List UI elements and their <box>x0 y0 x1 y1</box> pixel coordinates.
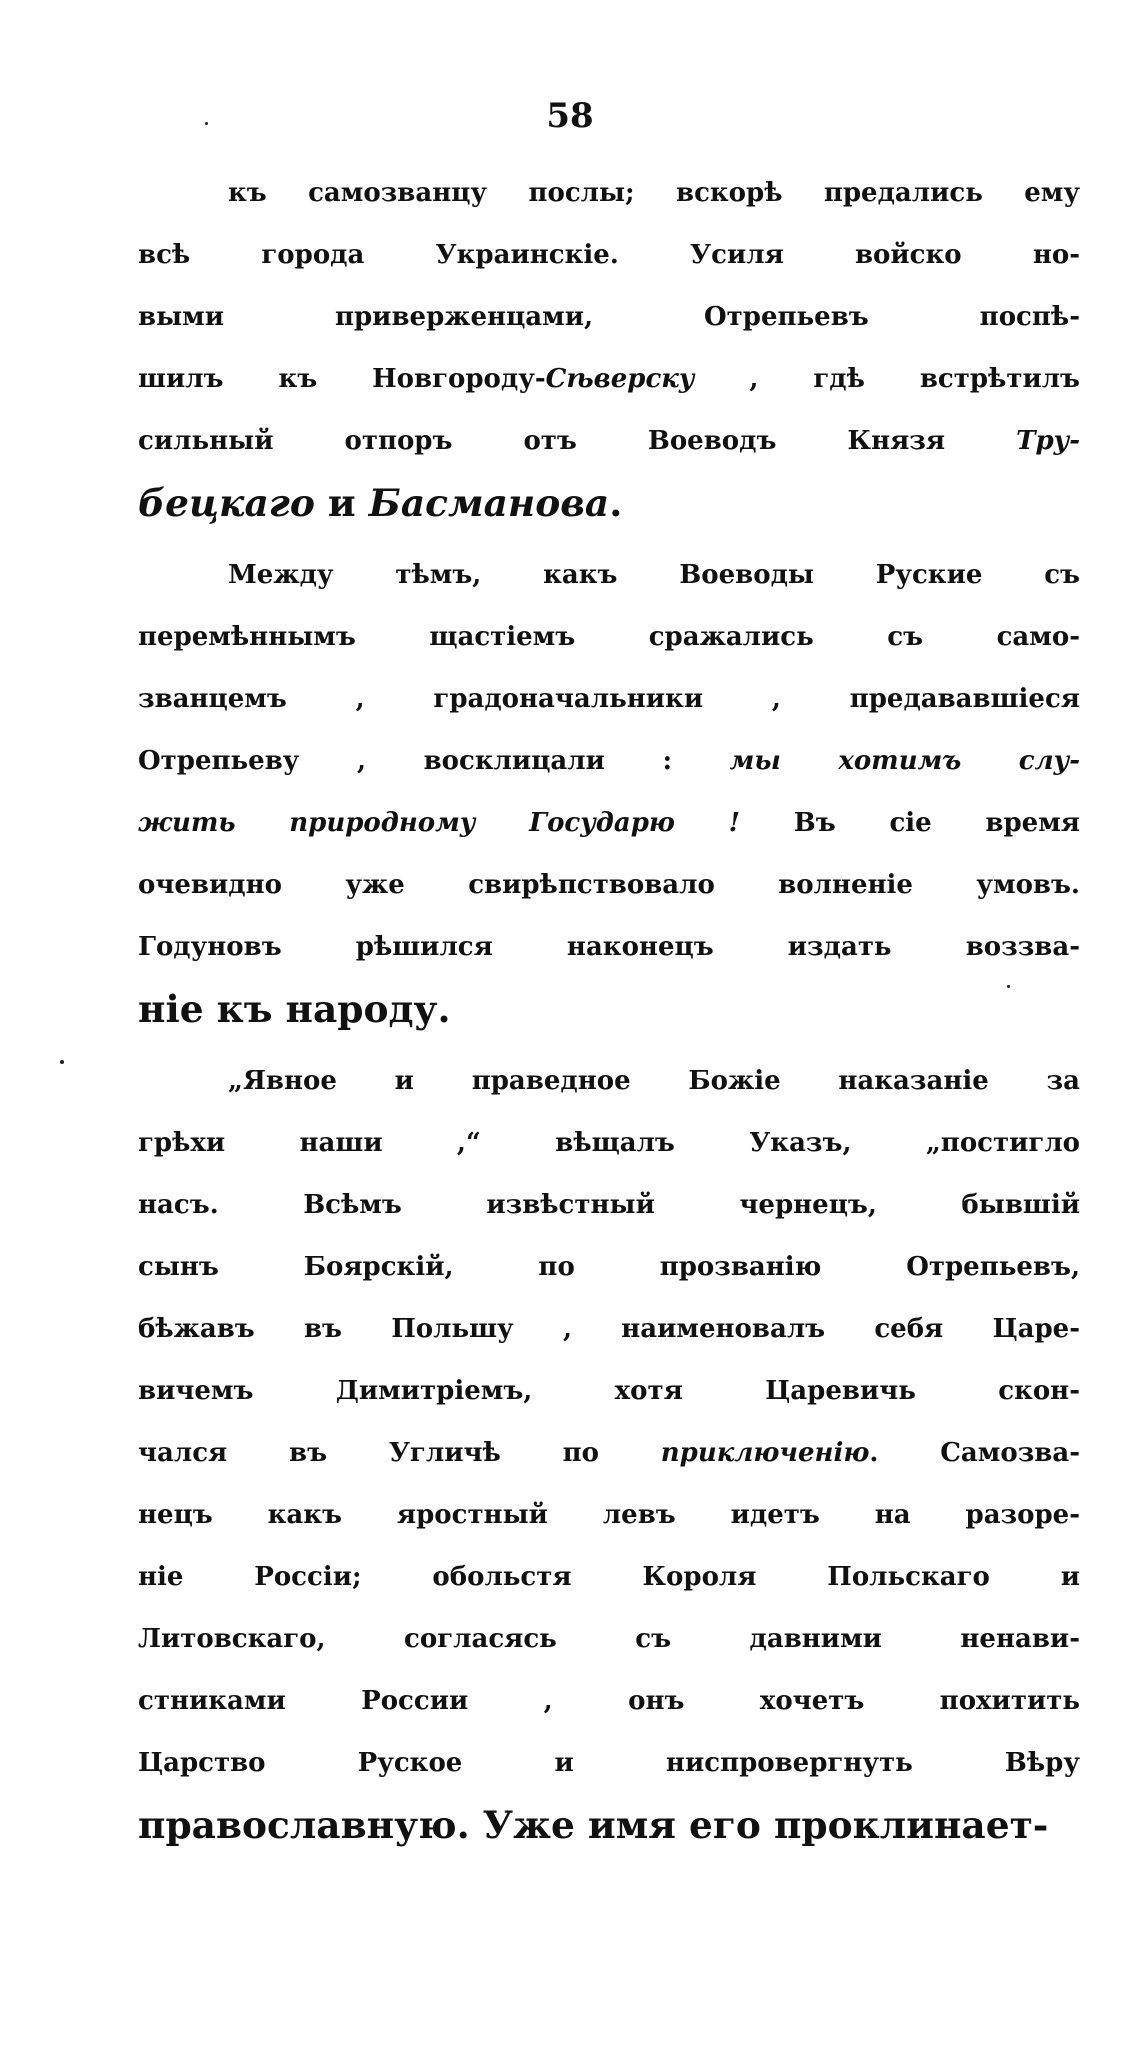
text-span: вичемъ Димитріемъ, хотя Царевичь скон- <box>138 1376 1080 1406</box>
italic-span: Сѣверску <box>545 364 695 394</box>
text-span: нецъ какъ яростный левъ идетъ на разоре- <box>138 1500 1080 1530</box>
text-span: бѣжавъ въ Польшу , наименовалъ себя Царе- <box>138 1314 1080 1344</box>
italic-span: Басманова <box>368 481 610 525</box>
text-line <box>138 606 1080 668</box>
text-line <box>138 286 1080 348</box>
text-span: „Явное и праведное Божіе наказаніе за <box>228 1066 1080 1096</box>
text-span: Царство Руское и ниспровергнуть Вѣру <box>138 1748 1080 1778</box>
text-line <box>138 1608 1080 1670</box>
text-span: шилъ къ Новгороду- <box>138 364 546 394</box>
text-span: Въ сіе время <box>740 808 1080 838</box>
text-span: очевидно уже свирѣпствовало волненіе умовъ. <box>138 870 1080 900</box>
text-span: чался въ Угличѣ по <box>138 1438 661 1468</box>
print-speck <box>1007 985 1010 988</box>
text-line <box>138 1050 1080 1112</box>
text-line <box>138 544 1080 606</box>
text-line <box>138 1732 1080 1794</box>
print-speck <box>205 122 208 125</box>
text-line <box>138 472 1080 534</box>
text-span: Между тѣмъ, какъ Воеводы Руские съ <box>228 560 1080 590</box>
text-span: къ самозванцу послы; вскорѣ предались ему <box>228 178 1080 208</box>
page-body <box>138 162 1080 1856</box>
print-speck <box>60 1060 64 1064</box>
italic-span: бецкаго <box>138 481 315 525</box>
text-line <box>138 1546 1080 1608</box>
text-span: православную. Уже имя его проклинает- <box>138 1803 1049 1847</box>
italic-span: мы хотимъ слу- <box>729 746 1080 776</box>
text-span: грѣхи наши ,“ вѣщалъ Указъ, „постигло <box>138 1128 1080 1158</box>
text-line <box>138 1112 1080 1174</box>
text-line <box>138 1670 1080 1732</box>
text-line <box>138 730 1080 792</box>
text-line <box>138 1236 1080 1298</box>
text-line <box>138 1298 1080 1360</box>
text-line <box>138 348 1080 410</box>
text-line <box>138 1174 1080 1236</box>
text-line <box>138 162 1080 224</box>
text-span: Отрепьеву , восклицали : <box>138 746 730 776</box>
text-span: Годуновъ рѣшился наконецъ издать воззва- <box>138 932 1080 962</box>
text-line <box>138 224 1080 286</box>
text-line <box>138 1360 1080 1422</box>
text-span: , гдѣ встрѣтилъ <box>694 364 1080 394</box>
text-line <box>138 410 1080 472</box>
text-span: званцемъ , градоначальники , предававшіеся <box>138 684 1080 714</box>
italic-span: жить природному Государю ! <box>138 808 741 838</box>
text-span: насъ. Всѣмъ извѣстный чернецъ, бывшій <box>138 1190 1080 1220</box>
text-span: сильный отпоръ отъ Воеводъ Князя <box>138 426 1017 456</box>
page-number: 58 <box>546 96 594 136</box>
text-span: и <box>314 481 369 525</box>
text-line <box>138 1794 1080 1856</box>
italic-span: приключенію <box>660 1438 870 1468</box>
text-line <box>138 668 1080 730</box>
text-span: . Самозва- <box>869 1438 1080 1468</box>
text-span: Литовскаго, согласясь съ давними ненави- <box>138 1624 1080 1654</box>
text-line <box>138 978 1080 1040</box>
text-line <box>138 1422 1080 1484</box>
text-span: ніе къ народу. <box>138 987 451 1031</box>
text-span: сынъ Боярскій, по прозванію Отрепьевъ, <box>138 1252 1080 1282</box>
text-span: перемѣннымъ щастіемъ сражались съ само- <box>138 622 1080 652</box>
text-span: стниками России , онъ хочетъ похитить <box>138 1686 1080 1716</box>
text-line <box>138 792 1080 854</box>
text-span: выми приверженцами, Отрепьевъ поспѣ- <box>138 302 1080 332</box>
text-line <box>138 916 1080 978</box>
text-span: ніе Россіи; обольстя Короля Польскаго и <box>138 1562 1080 1592</box>
text-span: всѣ города Украинскіе. Усиля войско но- <box>138 240 1080 270</box>
text-span: . <box>609 481 623 525</box>
italic-span: Тру- <box>1016 426 1080 456</box>
text-line <box>138 854 1080 916</box>
text-line <box>138 1484 1080 1546</box>
